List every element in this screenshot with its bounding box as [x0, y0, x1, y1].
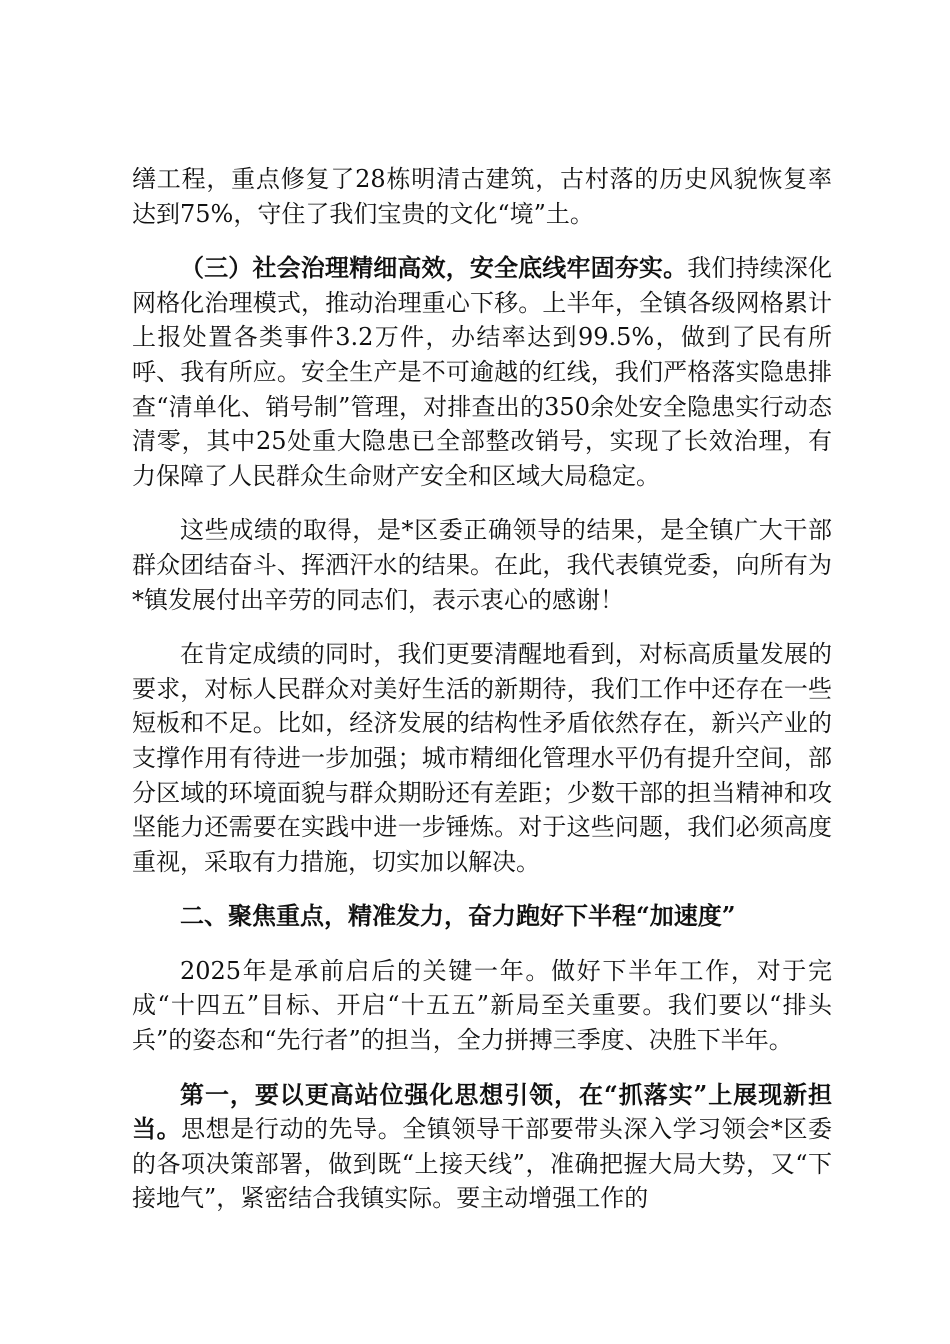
- paragraph-first-point: [132, 1078, 832, 1216]
- paragraph-lead-heading: 第一，要以更高站位强化思想引领，在“抓落实”上展现新担当。: [132, 1079, 832, 1144]
- paragraph-continuation: 缮工程，重点修复了28栋明清古建筑，古村落的历史风貌恢复率达到75%，守住了我们宝贵的文化“境”土。: [132, 165, 832, 228]
- paragraph-social-governance: [132, 251, 832, 493]
- paragraph-shortcomings: 在肯定成绩的同时，我们更要清醒地看到，对标高质量发展的要求，对标人民群众对美好生活的新期待，我们工作中还存在一些短板和不足。比如，经济发展的结构性矛盾依然存在，新兴产业的支撑作用有待进一步加强；城市精细化管理水平仍有提升空间，部分区域的环境面貌与群众期盼还有差距；少数干部的担当精神和攻坚能力还需要在实践中进一步锤炼。对于这些问题，我们必须高度重视，采取有力措施，切实加以解决。: [132, 640, 832, 876]
- document-body: [132, 162, 832, 1216]
- section-heading-two: 二、聚焦重点，精准发力，奋力跑好下半程“加速度”: [180, 901, 736, 931]
- paragraph-2025-intro: 2025年是承前启后的关键一年。做好下半年工作，对于完成“十四五”目标、开启“十五五”新局至关重要。我们要以“排头兵”的姿态和“先行者”的担当，全力拼搏三季度、决胜下半年。: [132, 956, 832, 1055]
- paragraph-lead-heading: （三）社会治理精细高效，安全底线牢固夯实。: [180, 253, 688, 283]
- paragraph-thanks: 这些成绩的取得，是*区委正确领导的结果，是全镇广大干部群众团结奋斗、挥洒汗水的结果。在此，我代表镇党委，向所有为*镇发展付出辛劳的同志们，表示衷心的感谢！: [132, 516, 832, 614]
- paragraph-body-text: 思想是行动的先导。全镇领导干部要带头深入学习领会*区委的各项决策部署，做到既“上接天线”，准确把握大局大势，又“下接地气”，紧密结合我镇实际。要主动增强工作的: [132, 1115, 833, 1213]
- paragraph-body-text: 我们持续深化网格化治理模式，推动治理重心下移。上半年，全镇各级网格累计上报处置各类事件3.2万件，办结率达到99.5%，做到了民有所呼、我有所应。安全生产是不可逾越的红线，我们严格落实隐患排查“清单化、销号制”管理，对排查出的350余处安全隐患实行动态清零，其中25处重大隐患已全部整改销号，实现了长效治理，有力保障了人民群众生命财产安全和区域大局稳定。: [132, 254, 833, 490]
